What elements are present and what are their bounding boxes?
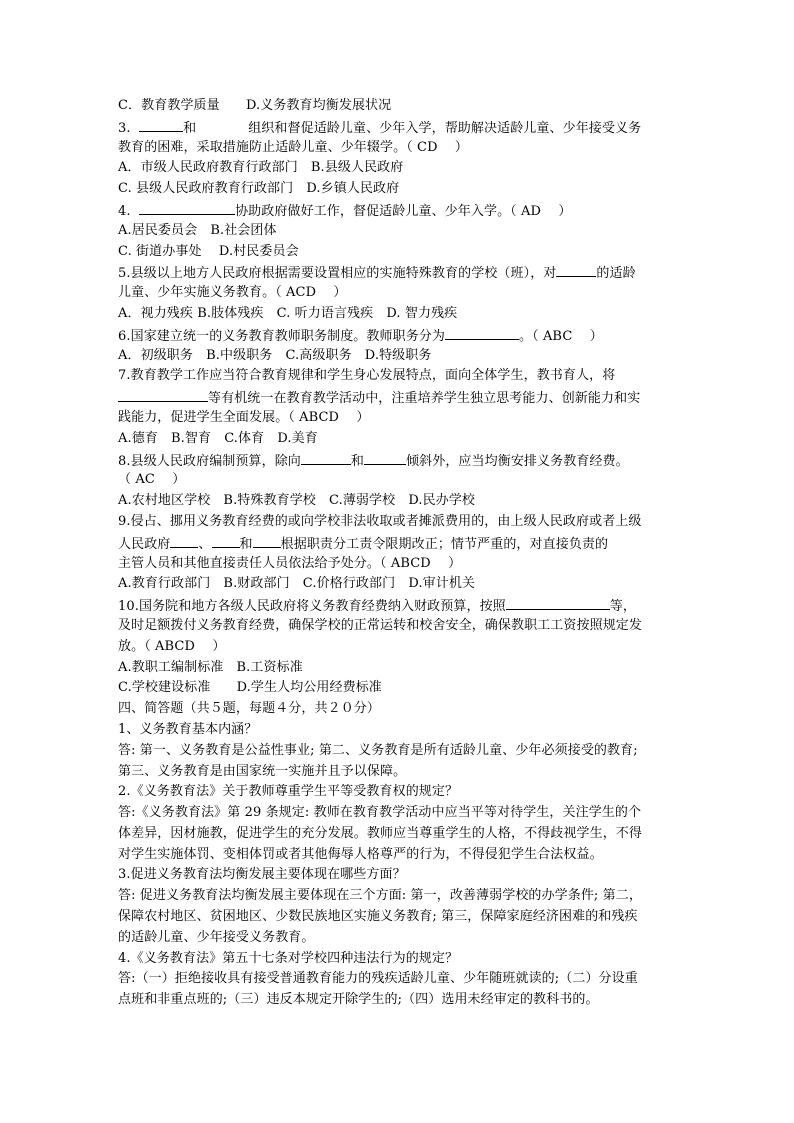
- text-line: 等有机统一在教育教学活动中，注重培养学生独立思考能力、创新能力和实: [118, 387, 678, 408]
- blank: [556, 262, 596, 277]
- answer-line: 答: 第一、义务教育是公益性事业; 第二、义务教育是所有适龄儿童、少年必须接受的教育;: [118, 742, 638, 758]
- answer-line: 答:《义务教育法》第 29 条规定: 教师在教育教学活动中应当平等对待学生，关注学生的个: [118, 805, 642, 821]
- short-question-1: 1、义务教育基本内涵？: [118, 721, 258, 737]
- text-line: 放。（ ABCD ）: [118, 638, 226, 654]
- blank: [301, 450, 351, 465]
- blank: [212, 533, 240, 548]
- short-question-3: 3.促进义务教育法均衡发展主要体现在哪些方面？: [118, 867, 406, 883]
- blank: [253, 533, 281, 548]
- answer-line: 点班和非重点班的;（三）违反本规定开除学生的;（四）选用未经审定的教科书的。: [118, 992, 599, 1008]
- question-4-line: 4. 协助政府做好工作，督促适龄儿童、少年入学。（ AD ）: [118, 200, 678, 221]
- blank: [506, 595, 610, 610]
- option-line: A.德育 B.智育 C.体育 D.美育: [118, 430, 318, 446]
- answer-line: 保障农村地区、贫困地区、少数民族地区实施义务教育; 第三，保障家庭经济困难的和残疾: [118, 909, 638, 925]
- text-line: （ AC ）: [118, 472, 186, 488]
- option-line: A.居民委员会 B.社会团体: [118, 222, 277, 238]
- option-line: C. 县级人民政府教育行政部门 D.乡镇人民政府: [118, 181, 400, 197]
- option-line: A.教职工编制标准 B.工资标准: [118, 659, 303, 675]
- answer-line: 答: 促进义务教育法均衡发展主要体现在三个方面: 第一，改善薄弱学校的办学条件; 第二，: [118, 888, 642, 904]
- text-line: 儿童、少年实施义务教育。（ ACD ）: [118, 285, 347, 301]
- text-line: C．教育教学质量 D.义务教育均衡发展状况: [118, 98, 392, 113]
- question-5-line: 5.县级以上地方人民政府根据需要设置相应的实施特殊教育的学校（班），对 的适龄: [118, 262, 678, 283]
- question-7-line: 7.教育教学工作应当符合教育规律和学生身心发展特点，面向全体学生，教书育人，将: [118, 368, 616, 384]
- answer-line: 的适龄儿童、少年接受义务教育。: [118, 929, 315, 945]
- blank: [445, 325, 519, 340]
- blank: [139, 117, 183, 132]
- answer-line: 第三、义务教育是由国家统一实施并且予以保障。: [118, 763, 407, 779]
- section-heading: 四、简答题（共５题，每题４分，共２０分）: [118, 701, 381, 717]
- option-line: C. 街道办事处 D.村民委员会: [118, 243, 299, 259]
- option-line: C.学校建设标准 D.学生人均公用经费标准: [118, 680, 382, 696]
- option-line: A．初级职务 B.中级职务 C.高级职务 D.特级职务: [118, 347, 432, 363]
- text-line: 践能力，促进学生全面发展。（ ABCD ）: [118, 409, 370, 425]
- blank: [118, 387, 208, 402]
- question-6-line: 6.国家建立统一的义务教育教师职务制度。教师职务分为 。（ ABC ）: [118, 325, 678, 346]
- question-9-line: 9.侵占、挪用义务教育经费的或向学校非法收取或者摊派费用的，由上级人民政府或者上级: [118, 513, 642, 529]
- option-line: A.农村地区学校 B.特殊教育学校 C.薄弱学校 D.民办学校: [118, 493, 476, 509]
- option-line: A.教育行政部门 B.财政部门 C.价格行政部门 D.审计机关: [118, 576, 476, 592]
- document-page: [118, 96, 678, 1011]
- short-question-4: 4.《义务教育法》第五十七条对学校四种违法行为的规定？: [118, 950, 459, 966]
- option-line: A．视力残疾 B.肢体残疾 C. 听力语言残疾 D. 智力残疾: [118, 305, 458, 321]
- text-line: 及时足额拨付义务教育经费，确保学校的正常运转和校舍安全，确保教职工工资按照规定发: [118, 617, 643, 633]
- blank: [170, 533, 198, 548]
- short-question-2: 2.《义务教育法》关于教师尊重学生平等受教育权的规定？: [118, 784, 459, 800]
- blank: [139, 200, 235, 215]
- blank: [364, 450, 406, 465]
- question-10-line: 10.国务院和地方各级人民政府将义务教育经费纳入财政预算，按照 等，: [118, 595, 678, 616]
- question-3-line: 3. 和 组织和督促适龄儿童、少年入学，帮助解决适龄儿童、少年接受义务: [118, 117, 678, 138]
- answer-line: 对学生实施体罚、变相体罚或者其他侮辱人格尊严的行为，不得侵犯学生合法权益。: [118, 846, 603, 862]
- text-line: 人民政府 、 和 根据职责分工责令限期改正；情节严重的，对直接负责的: [118, 533, 678, 554]
- text-line: 主管人员和其他直接责任人员依法给予处分。（ ABCD ）: [118, 555, 462, 571]
- option-line: A．市级人民政府教育行政部门 B.县级人民政府: [118, 160, 404, 176]
- text-line: 教育的困难，采取措施防止适龄儿童、少年辍学。（ CD ）: [118, 139, 469, 155]
- question-8-line: 8.县级人民政府编制预算，除向 和 倾斜外，应当均衡安排义务教育经费。: [118, 450, 678, 471]
- answer-line: 体差异，因材施教，促进学生的充分发展。教师应当尊重学生的人格，不得歧视学生，不得: [118, 825, 643, 841]
- answer-line: 答:（一）拒绝接收具有接受普通教育能力的残疾适龄儿童、少年随班就读的;（二）分设重: [118, 971, 638, 987]
